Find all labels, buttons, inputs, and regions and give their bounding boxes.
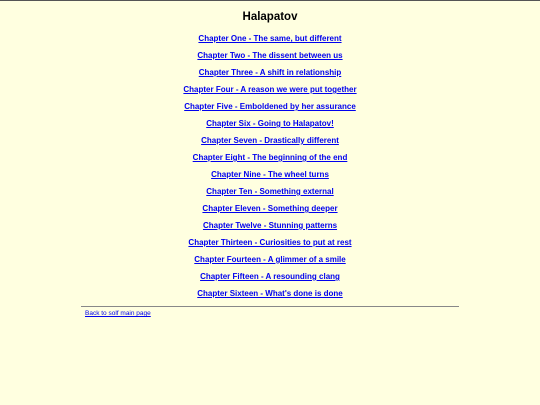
chapter-link-6[interactable]: Chapter Six - Going to Halapatov!	[206, 119, 334, 128]
list-item	[0, 47, 540, 64]
chapter-list	[0, 30, 540, 302]
list-item	[0, 115, 540, 132]
chapter-link-15[interactable]: Chapter Fifteen - A resounding clang	[200, 272, 340, 281]
horizontal-divider	[81, 306, 459, 307]
list-item	[0, 200, 540, 217]
list-item	[0, 217, 540, 234]
list-item	[0, 149, 540, 166]
list-item	[0, 268, 540, 285]
chapter-link-2[interactable]: Chapter Two - The dissent between us	[197, 51, 343, 60]
chapter-link-3[interactable]: Chapter Three - A shift in relationship	[198, 68, 342, 77]
list-item	[0, 251, 540, 268]
list-item	[0, 64, 540, 81]
chapter-link-7[interactable]: Chapter Seven - Drastically different	[201, 136, 339, 145]
chapter-link-10[interactable]: Chapter Ten - Something external	[206, 187, 334, 196]
chapter-link-8[interactable]: Chapter Eight - The beginning of the end	[192, 153, 348, 162]
list-item	[0, 81, 540, 98]
chapter-link-5[interactable]: Chapter Five - Emboldened by her assurance	[184, 102, 356, 111]
list-item	[0, 183, 540, 200]
chapter-link-14[interactable]: Chapter Fourteen - A glimmer of a smile	[194, 255, 346, 264]
chapter-link-1[interactable]: Chapter One - The same, but different	[198, 34, 342, 43]
chapter-link-4[interactable]: Chapter Four - A reason we were put together	[183, 85, 357, 94]
chapter-link-13[interactable]: Chapter Thirteen - Curiosities to put at rest	[188, 238, 352, 247]
list-item	[0, 285, 540, 302]
back-to-main-link[interactable]: Back to solf main page	[85, 310, 151, 317]
list-item	[0, 132, 540, 149]
list-item	[0, 234, 540, 251]
chapter-link-11[interactable]: Chapter Eleven - Something deeper	[202, 204, 338, 213]
chapter-link-12[interactable]: Chapter Twelve - Stunning patterns	[202, 221, 338, 230]
list-item	[0, 30, 540, 47]
chapter-link-16[interactable]: Chapter Sixteen - What's done is done	[197, 289, 343, 298]
page-title: Halapatov	[242, 11, 298, 23]
list-item	[0, 166, 540, 183]
list-item	[0, 98, 540, 115]
chapter-link-9[interactable]: Chapter Nine - The wheel turns	[211, 170, 329, 179]
